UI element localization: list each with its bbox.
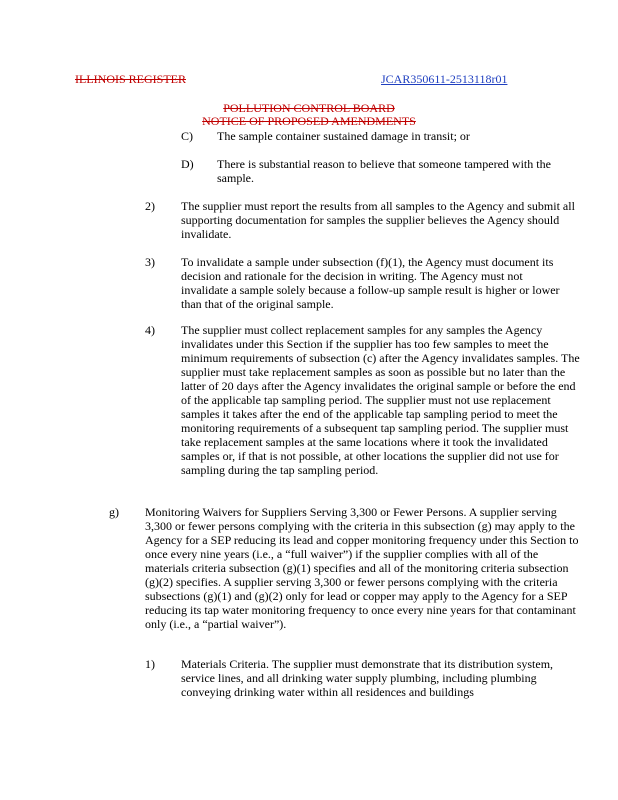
- document-id: JCAR350611-2513118r01: [381, 72, 508, 86]
- item-g1-text: Materials Criteria. The supplier must demonstrate that its distribution system, service lines, and all drinking water supply plumbing, including plumbing conveying drinking water within all residences and buildings: [181, 657, 554, 699]
- register-header: ILLINOIS REGISTER: [75, 72, 186, 86]
- notice-title: NOTICE OF PROPOSED AMENDMENTS: [202, 114, 416, 128]
- item-g1-label: 1): [145, 657, 155, 671]
- item-2-label: 2): [145, 199, 155, 213]
- item-2-text: The supplier must report the results from all samples to the Agency and submit all supporting documentation for samples the supplier believes the Agency should invalidate.: [181, 199, 575, 241]
- board-title: POLLUTION CONTROL BOARD: [223, 101, 395, 115]
- item-c-text: The sample container sustained damage in transit; or: [217, 129, 470, 143]
- item-3-text: To invalidate a sample under subsection (f)(1), the Agency must document its decision and rationale for the decision in writing. The Agency must not invalidate a sample solely because a follow-up sample result is higher or lower than that of the original sample.: [181, 255, 560, 311]
- item-d-text: There is substantial reason to believe that someone tampered with the sample.: [217, 157, 551, 185]
- item-3-label: 3): [145, 255, 155, 269]
- item-g-text: Monitoring Waivers for Suppliers Serving 3,300 or Fewer Persons. A supplier serving 3,300 or fewer persons complying with the criteria in this subsection (g) may apply to the Agency for a SEP reducing its lead and copper monitoring frequency under this Section to once every nine years (i.e., a “full waiver”) if the supplier complies with all of the materials criteria subsection (g)(1) specifies and all of the monitoring criteria subsection (g)(2) specifies. A supplier serving 3,300 or fewer persons complying with the criteria subsections (g)(1) and (g)(2) only for lead or copper may apply to the Agency for a SEP reducing its tap water monitoring frequency to once every nine years for that contaminant only (i.e., a “partial waiver”).: [145, 505, 579, 631]
- item-c-label: C): [181, 129, 193, 143]
- item-4-label: 4): [145, 323, 155, 337]
- item-g-label: g): [109, 505, 119, 519]
- item-d-label: D): [181, 157, 194, 171]
- item-4-text: The supplier must collect replacement samples for any samples the Agency invalidates under this Section if the supplier has too few samples to meet the minimum requirements of subsection (c) after the Agency invalidates samples. The supplier must take replacement samples as soon as possible but no later than the latter of 20 days after the Agency invalidates the original sample or before the end of the applicable tap sampling period. The supplier must not use replacement samples it takes after the end of the applicable tap sampling period to meet the monitoring requirements of a subsequent tap sampling period. The supplier must take replacement samples at the same locations where it took the invalidated samples or, if that is not possible, at other locations the supplier did not use for sampling during the tap sampling period.: [181, 323, 580, 477]
